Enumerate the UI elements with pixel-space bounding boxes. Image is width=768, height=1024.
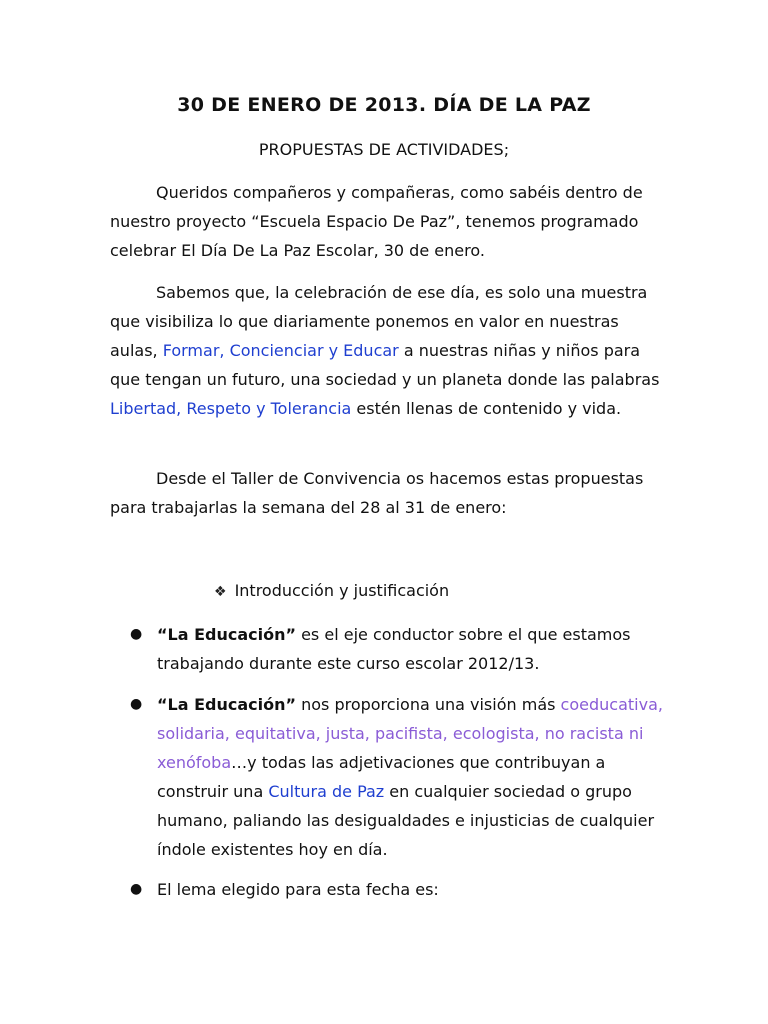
list-item bbox=[130, 875, 670, 904]
bullet-dot-icon: ● bbox=[130, 881, 143, 897]
highlight-cultura-de-paz: Cultura de Paz bbox=[268, 782, 385, 801]
paragraph-intro-text: Queridos compañeros y compañeras, como sabéis dentro de nuestro proyecto “Escuela Espacio De Paz”, tenemos programado celebrar El Día De La Paz Escolar, 30 de enero. bbox=[110, 183, 643, 260]
section-heading-text: Introducción y justificación bbox=[234, 581, 450, 600]
bullet-dot-icon: ● bbox=[130, 626, 143, 642]
list-item bbox=[130, 620, 670, 678]
bullet-text-c: en cualquier sociedad o grupo humano, paliando las desigualdades e injusticias de cualquier índole existentes hoy en día. bbox=[157, 782, 655, 859]
diamond-bullet-icon: ❖ bbox=[214, 584, 227, 600]
document-subtitle: PROPUESTAS DE ACTIVIDADES; bbox=[258, 140, 510, 159]
document-title: 30 DE ENERO DE 2013. DÍA DE LA PAZ bbox=[177, 94, 591, 116]
bullet-text: El lema elegido para esta fecha es: bbox=[157, 880, 439, 899]
bullet-bold-text: “La Educación” bbox=[157, 695, 296, 714]
paragraph-celebration bbox=[110, 278, 670, 423]
highlight-values: coeducativa, solidaria, equitativa, justa, pacifista, ecologista, no racista ni xenófoba bbox=[157, 695, 663, 772]
paragraph-celebration-text-c: estén llenas de contenido y vida. bbox=[351, 399, 622, 418]
highlight-formar: Formar, Concienciar y Educar bbox=[162, 341, 399, 360]
section-heading bbox=[214, 578, 449, 605]
paragraph-proposals-text: Desde el Taller de Convivencia os hacemos estas propuestas para trabajarlas la semana del 28 al 31 de enero: bbox=[110, 469, 644, 517]
bullet-dot-icon: ● bbox=[130, 696, 143, 712]
bullet-text-b: …y todas las adjetivaciones que contribuyan a construir una bbox=[157, 753, 606, 801]
paragraph-celebration-text-a: Sabemos que, la celebración de ese día, es solo una muestra que visibiliza lo que diariamente ponemos en valor en nuestras aulas, bbox=[110, 283, 648, 360]
bullet-text: es el eje conductor sobre el que estamos trabajando durante este curso escolar 2012/13. bbox=[157, 625, 631, 673]
paragraph-intro bbox=[110, 178, 670, 265]
paragraph-celebration-text-b: a nuestras niñas y niños para que tengan un futuro, una sociedad y un planeta donde las palabras bbox=[110, 341, 660, 389]
bullet-bold-text: “La Educación” bbox=[157, 625, 296, 644]
paragraph-proposals bbox=[110, 464, 670, 522]
highlight-libertad: Libertad, Respeto y Tolerancia bbox=[110, 399, 352, 418]
bullet-text-a: nos proporciona una visión más bbox=[296, 695, 561, 714]
list-item bbox=[130, 690, 670, 864]
